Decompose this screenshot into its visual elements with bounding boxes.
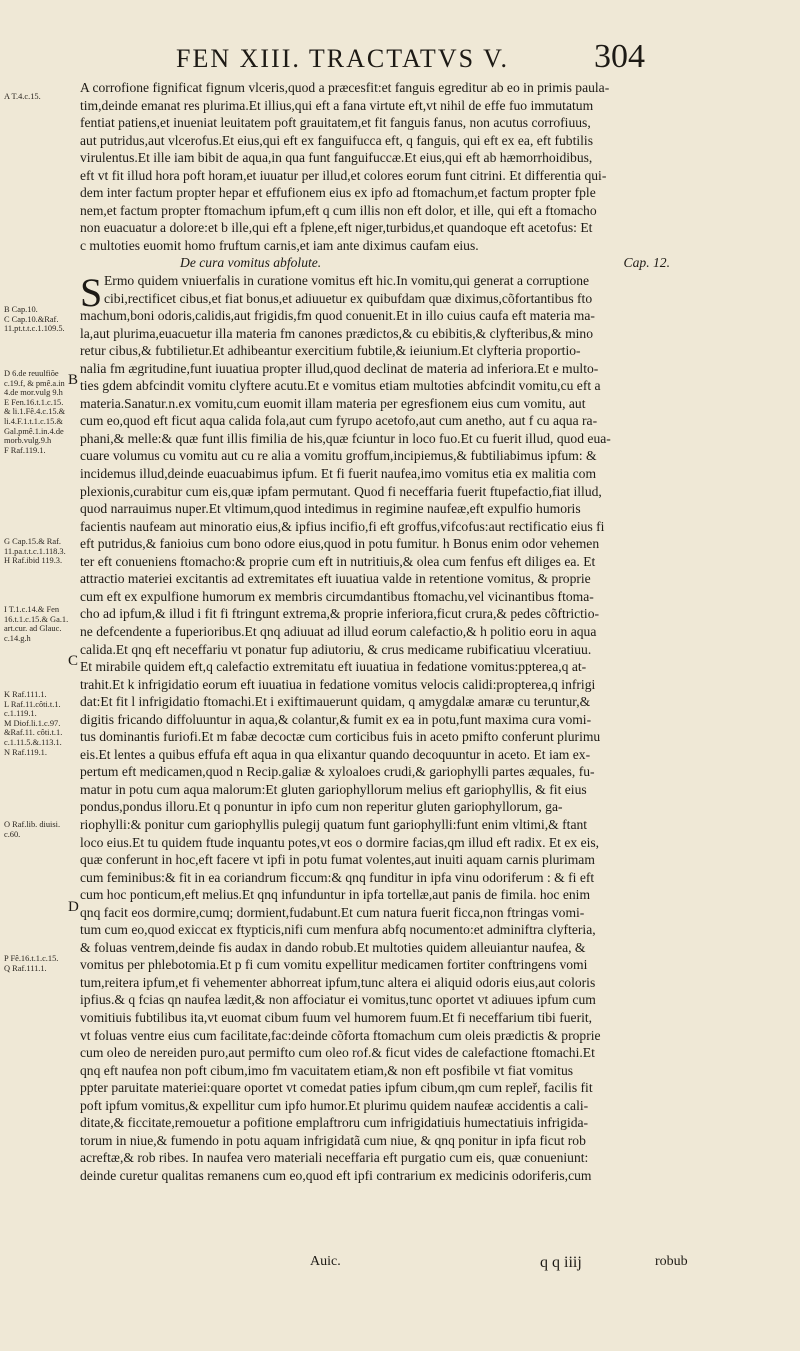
- paragraph-2-line: vt foluas ventre eius cum facilitate,fac:deinde cõforta ftomachum cum oleis prædictis & proprie: [80, 1027, 601, 1043]
- margin-note: O Raf.lib. diuisi. c.60.: [4, 820, 61, 839]
- paragraph-1-line: c multoties euomit homo fruftum carnis,et iam ante diximus caufam eius.: [80, 237, 479, 253]
- paragraph-2-line: vomitus per phlebotomia.Et p fi cum vomitu expellitur medicamen fortiter conftringens vomi: [80, 957, 588, 973]
- main-text: [80, 79, 698, 1184]
- paragraph-2-line: retur cibus,& fubtilietur.Et adhibeantur exercitium fubtile,& ieiunium.Et clyfteria proportio-: [80, 343, 581, 359]
- paragraph-2-line: cum hoc ponticum,eft melius.Et qnq infunduntur in ipfa tortellæ,aut panis de fimila. hoc enim: [80, 887, 591, 903]
- paragraph-2-line: dat:Et fit l infrigidatio ftomachi.Et i exiftimauerunt quidam, q amygdalæ amaræ cu teruntur,&: [80, 694, 591, 710]
- paragraph-2-line: cho ad ipfum,& illud i fit fi ftringunt extrema,& proprie inferiora,ficut crura,& pedes cõftrictio-: [80, 606, 600, 622]
- chapter-heading: [80, 254, 698, 272]
- paragraph-2-line: pertum eft medicamen,quod n Recip.galiæ & xyloaloes crudi,& gariophylli partes æquales, fu-: [80, 764, 595, 780]
- paragraph-1-line: virulentus.Et ille iam bibit de aqua,in qua funt fanguifuccæ.Et eius,qui eft ab hæmorrhoidibus,: [80, 150, 593, 166]
- paragraph-2-line: nalia fm ægritudine,funt iuuatiua propter illud,quod declinat de materia ad inferiora.Et e multo-: [80, 360, 599, 376]
- paragraph-2-line: pondus,pondus illoru.Et q ponuntur in ipfo cum non reperitur gluten gariophyllorum, ga-: [80, 799, 563, 815]
- paragraph-2-line: Ermo quidem vniuerfalis in curatione vomitus eft hic.In vomitu,qui generat a corruptione: [104, 273, 590, 289]
- paragraph-2-line: tum cum eo,quod exiccat ex ftypticis,nifi cum menfura abfq nocumento:et adminiftra clyfteria,: [80, 922, 596, 938]
- catchword-left: Auic.: [310, 1254, 341, 1269]
- paragraph-2-line: cuare volumus cu vomitu aut cu re alia a vomitu groffum,incipiemus,& fubtiliabimus ipfum: &: [80, 448, 597, 464]
- dropcap-c: C: [68, 653, 79, 669]
- paragraph-2-line: ties gdem abfcindit vomitu clyftere acutu.Et e vomitus etiam multoties abfcindit vomitu,cu eft a: [80, 378, 601, 394]
- paragraph-2-line: qnq facit eos dormire,cumq; dormient,fudabunt.Et cum natura fuerit ficca,non ftringas vomi-: [80, 904, 585, 920]
- paragraph-2-line: acreftæ,& rob ribes. In naufea vero materiali neceffaria eft purgatio cum eis, quæ conueniunt:: [80, 1150, 589, 1166]
- paragraph-2-line: digitis fricando diffoluuntur in aqua,& colantur,& fumit ex ea in potu,funt maxima cura vomi-: [80, 711, 592, 727]
- paragraph-2-line: ditate,& ficcitate,remouetur a pofitione emplaftroru cum infrigidatiuis humectatiuis infrigida-: [80, 1115, 589, 1131]
- paragraph-2-line: incidemus illud,deinde euacuabimus ipfum. Et fi fuerit naufea,imo vomitus etia ex malitia com: [80, 466, 597, 482]
- paragraph-2-line: deinde curetur qualitas remanens cum eo,quod eft ipfi contrarium ex medicinis odoriferis,cum: [80, 1167, 592, 1183]
- paragraph-2-line: cum oleo de nereiden puro,aut permifto cum oleo rof.& ficut vides de calefactione ftomachi.Et: [80, 1045, 595, 1061]
- dropcap-b: B: [68, 372, 79, 388]
- paragraph-2-line: cum eo,quod eft ficut aqua calida fola,aut cum fyrupo acetofo,aut cum anetho, aut f cu aqua ra-: [80, 413, 598, 429]
- paragraph-2-line: ter eft conueniens ftomacho:& proprie cum eft in nutritiuis,& olea cum fenfus eft diliges ea. Et: [80, 553, 596, 569]
- paragraph-2-line: tus dominantis furiofi.Et m fabæ decoctæ cum corticibus fuis in aceto pmifto conferunt plurimu: [80, 729, 601, 745]
- paragraph-2-line: materia.Sanatur.n.ex vomitu,cum euomit illam materia per egresfionem eius cum vomitu, aut: [80, 395, 586, 411]
- paragraph-2-line: ipfius.& q fcias qn naufea lædit,& non affociatur ei vomitus,tunc oportet vt adiuues ipfum cum: [80, 992, 596, 1008]
- paragraph-2: [80, 272, 698, 1184]
- paragraph-2-line: matur in potu cum aqua malorum:Et gluten gariophyllorum melius eft gariophyllis, & fit eius: [80, 781, 587, 797]
- margin-note: B Cap.10. C Cap.10.&Raf. 11.pt.t.t.c.1.109.5.: [4, 305, 65, 334]
- paragraph-1-line: fentiat patiens,et inueniat leuitatem poft grauitatem,et fit fanguis fanus, non acutus corrofiuus,: [80, 115, 591, 131]
- margin-note: D 6.de reuulfiõe c.19.f, & pmê.a.in 4.de mor.vulg 9.h E Fen.16.t.1.c.15. & li.1.Fê.4.c.15.& li.4.F.1.t.1.c.15.& Gal.pmê.1.in.4.de morb.vulg.9.h F Raf.119.1.: [4, 369, 66, 455]
- margin-note: P Fê.16.t.1.c.15. Q Raf.111.1.: [4, 954, 59, 973]
- margin-note: K Raf.111.1. L Raf.11.côti.t.1. c.1.119.1. M Diof.li.1.c.97. &Raf.11. côti.t.1. c.1.11.5.&.113.1. N Raf.119.1.: [4, 690, 63, 757]
- paragraph-2-line: quæ conferunt in hoc,eft facere vt ipfi in potu fumat volentes,aut inuiti aquam carnis plurimam: [80, 852, 595, 868]
- running-title: FEN XIII. TRACTATVS V.: [176, 44, 510, 73]
- paragraph-2-line: cibi,rectificet cibus,et fiat bonus,et adiuuetur ex quibufdam quæ diximus,cõfortantibus fto: [104, 290, 593, 306]
- paragraph-2-line: qnq eft naufea non poft cibum,imo fm vacuitatem etiam,& non eft posfibile vt fiat vomitus: [80, 1062, 574, 1078]
- paragraph-2-line: machum,boni odoris,calidis,aut frigidis,fm quod conuenit.Et in illo cuius caufa eft materia ma-: [80, 308, 595, 324]
- paragraph-2-line: ne defcendente a fuperioribus.Et qnq adiuuat ad illud eorum calefactio,& h politio eoru in aqua: [80, 623, 597, 639]
- paragraph-2-line: torum in niue,& fumendo in potu aquam infrigidatã cum niue, & qnq ponitur in ipfa ficut rob: [80, 1132, 586, 1148]
- paragraph-2-line: calida.Et qnq eft neceffariu vt ponatur fup adiutoriu, & crus medicame rubificatiuu vlceratiuu.: [80, 641, 592, 657]
- margin-note: I T.1.c.14.& Fen 16.t.1.c.15.& Ga.1. art.cur. ad Glauc. c.14.g.h: [4, 605, 69, 643]
- paragraph-1: [80, 79, 698, 254]
- paragraph-1-line: non euacuatur a dolore:et b ille,qui eft a fplene,eft niger,turbidus,et quandoque eft acetofus: Et: [80, 220, 593, 236]
- paragraph-2-line: la,aut plurima,euacuetur illa materia fm canones prædictos,& cu ebibitis,& clyfteribus,& mino: [80, 325, 594, 341]
- paragraph-2-line: riophylli:& ponitur cum gariophyllis pulegij quatum funt gariophylli:funt enim vltimi,& ftant: [80, 816, 588, 832]
- dropcap-s: S: [80, 270, 103, 315]
- paragraph-1-line: eft vt fit illud hora poft horam,et iuuatur per illud,et colores eorum funt citrini. Et differentia qui-: [80, 167, 607, 183]
- paragraph-2-line: plexionis,curabitur cum eis,quæ ipfam permutant. Quod fi neceffaria fuerit ftupefactio,fiat illud,: [80, 483, 602, 499]
- catchword-line: [80, 1254, 700, 1276]
- paragraph-2-line: phani,& melle:& quæ funt illis fimilia de his,quæ fciuntur in loco fuo.Et cu fuerit illud, quod eua-: [80, 430, 611, 446]
- paragraph-1-line: aut putridus,aut vlcerofus.Et eius,qui eft ex fanguifucca eft, q fanguis, qui eft ex ea, eft fubtilis: [80, 132, 593, 148]
- signature-mark: q q iiij: [540, 1254, 582, 1271]
- paragraph-1-line: tim,deinde emanat res plurima.Et illius,qui eft a fana virtute eft,vt nihil de effe fuo immutatum: [80, 97, 594, 113]
- paragraph-2-line: tum,reitera ipfum,et fi vehementer abhorreat ipfum,tunc altera ei aliquid odoris eius,aut coloris: [80, 974, 596, 990]
- paragraph-2-line: quod narrauimus nuper.Et vltimum,quod intedimus in regimine naufeæ,eft expulfio humoris: [80, 501, 581, 517]
- catchword-right: robub: [655, 1254, 688, 1269]
- paragraph-2-line: cum eft ex expulfione humorum ex membris circumdantibus ftomachu,vel vicinantibus ftoma-: [80, 588, 594, 604]
- paragraph-2-line: poft ipfum vomitus,& expellitur cum ipfo humor.Et plurimu quidem naufeæ accidentis a cali-: [80, 1097, 589, 1113]
- margin-note: G Cap.15.& Raf. 11.pa.t.t.c.1.118.3. H Raf.ibid 119.3.: [4, 537, 66, 566]
- paragraph-1-line: dem inter factum propter hepar et effufionem eius ex ipfo ad ftomachum,et factum propter fple: [80, 185, 596, 201]
- paragraph-2-line: Et mirabile quidem eft,q calefactio extremitatu eft iuuatiua in fedatione vomitus:ppterea,q at-: [80, 659, 587, 675]
- margin-note: A T.4.c.15.: [4, 92, 41, 101]
- paragraph-2-line: facientis naufeam aut minoratio eius,& ipfius incifio,fi eft groffus,vifcofus:aut rectificatio eius fi: [80, 518, 605, 534]
- paragraph-2-line: eis.Et lentes a quibus effufa eft aqua in qua elixantur quando decoquuntur in aceto. Et iam ex-: [80, 746, 591, 762]
- running-header: [0, 36, 800, 80]
- paragraph-2-line: attractio materiei excitantis ad extremitates eft iuuatiua valde in retentione vomitus, & proprie: [80, 571, 591, 587]
- dropcap-d: D: [68, 899, 79, 915]
- paragraph-1-line: nem,et factum propter ftomachum ipfum,eft q cum illis non eft dolor, et ille, qui eft a ftomacho: [80, 202, 597, 218]
- chapter-title: De cura vomitus abfolute.: [180, 255, 322, 271]
- chapter-number: Cap. 12.: [623, 255, 670, 271]
- paragraph-2-line: cum feminibus:& fit in ea coriandrum ficcum:& qnq funditur in ipfa vinu odoriferum : & fi eft: [80, 869, 595, 885]
- paragraph-2-line: eft putridus,& fanioius cum bono odore eius,quod in potu fumitur. h Bonus enim odor vehemen: [80, 536, 600, 552]
- paragraph-1-line: A corrofione fignificat fignum vlceris,quod a præcesfit:et fanguis egreditur ab eo in primis paula-: [80, 80, 610, 95]
- paragraph-2-line: loco eius.Et tu quidem ftude inquantu potes,vt eos o dormire facias,qm illud eft radix. Et ex eis,: [80, 834, 600, 850]
- paragraph-2-line: trahit.Et k infrigidatio eorum eft iuuatiua in fedatione vomitus velocis calidi:propterea,q infrigi: [80, 676, 596, 692]
- paragraph-2-line: ppter paruitate materiei:quare oportet vt comedat paties ipfum cibum,qm cum repleř, facilis fit: [80, 1080, 593, 1096]
- paragraph-2-line: & foluas ventrem,deinde fis audax in dando robub.Et multoties quidem alleuiantur naufea, &: [80, 939, 586, 955]
- folio-number: 304: [594, 38, 645, 75]
- paragraph-2-line: vomitiuis fubtilibus ita,vt euomat cibum fuum vel humorem fuum.Et fi neceffarium tibi fuerit,: [80, 1009, 593, 1025]
